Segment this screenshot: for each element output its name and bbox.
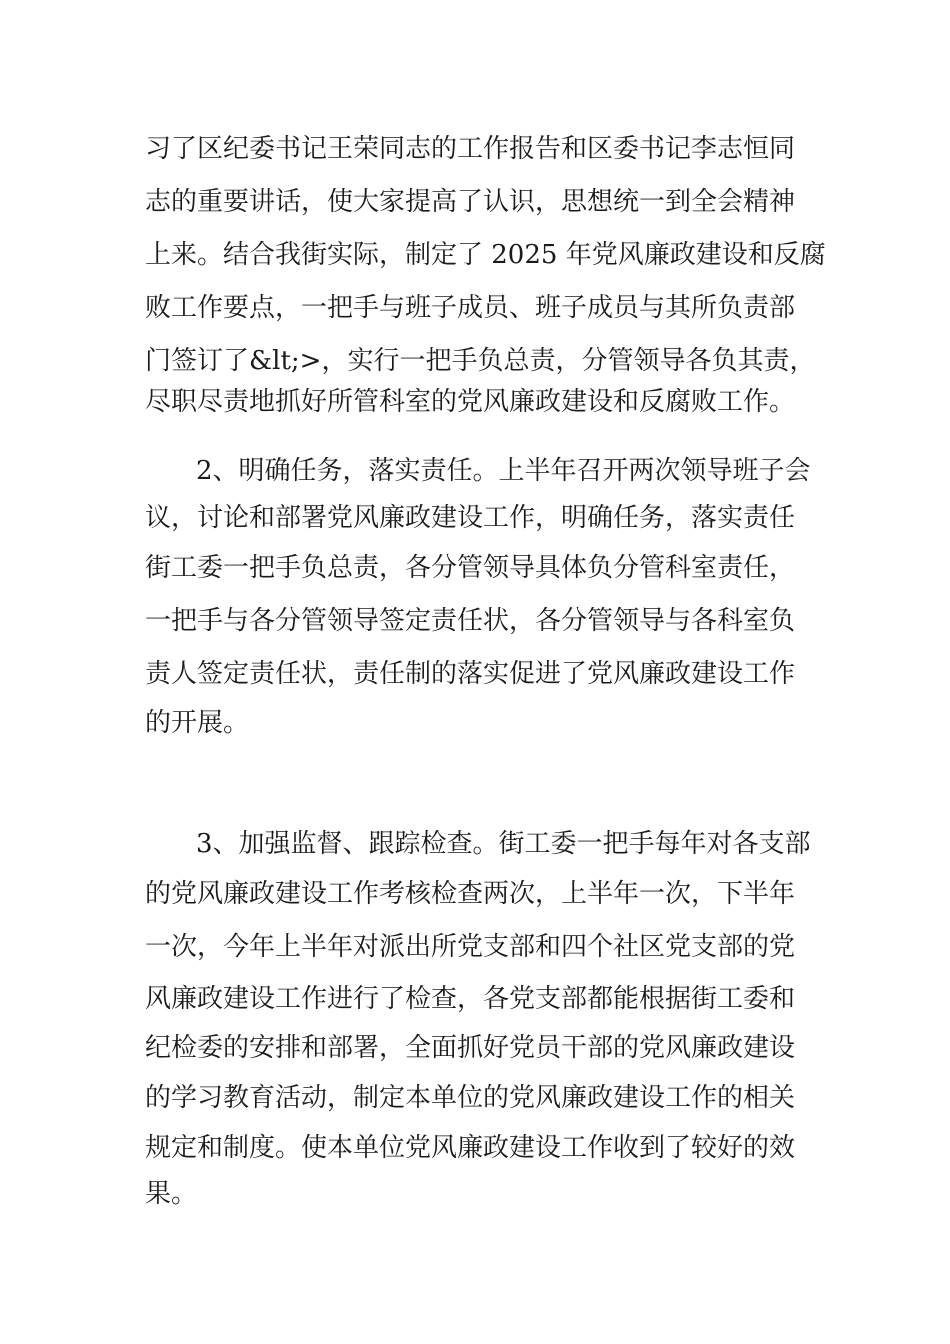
text-line: 尽职尽责地抓好所管科室的党风廉政建设和反腐败工作。 <box>145 387 796 417</box>
text-line: 2、明确任务，落实责任。上半年召开两次领导班子会 <box>196 456 811 486</box>
text-line: 的党风廉政建设工作考核检查两次，上半年一次，下半年 <box>145 879 796 909</box>
text-line: 果。 <box>145 1179 198 1209</box>
text-line: 风廉政建设工作进行了检查，各党支部都能根据街工委和 <box>145 984 796 1014</box>
text-line: 议，讨论和部署党风廉政建设工作，明确任务，落实责任 <box>145 503 796 533</box>
text-line: 上来。结合我街实际，制定了 2025 年党风廉政建设和反腐 <box>145 240 826 270</box>
text-line: 责人签定责任状，责任制的落实促进了党风廉政建设工作 <box>145 659 796 689</box>
text-line: 的开展。 <box>145 708 250 738</box>
text-line: 街工委一把手负总责，各分管领导具体负分管科室责任， <box>145 553 796 583</box>
text-line: 门签订了&lt;>，实行一把手负总责，分管领导各负其责， <box>145 346 816 376</box>
text-line: 一次，今年上半年对派出所党支部和四个社区党支部的党 <box>145 932 796 962</box>
text-line: 规定和制度。使本单位党风廉政建设工作收到了较好的效 <box>145 1133 796 1163</box>
text-line: 志的重要讲话，使大家提高了认识，思想统一到全会精神 <box>145 187 796 217</box>
text-line: 败工作要点，一把手与班子成员、班子成员与其所负责部 <box>145 293 796 323</box>
text-line: 一把手与各分管领导签定责任状，各分管领导与各科室负 <box>145 606 796 636</box>
text-line: 3、加强监督、跟踪检查。街工委一把手每年对各支部 <box>196 829 811 859</box>
text-line: 习了区纪委书记王荣同志的工作报告和区委书记李志恒同 <box>145 134 796 164</box>
text-line: 的学习教育活动，制定本单位的党风廉政建设工作的相关 <box>145 1083 796 1113</box>
text-line: 纪检委的安排和部署，全面抓好党员干部的党风廉政建设 <box>145 1033 796 1063</box>
